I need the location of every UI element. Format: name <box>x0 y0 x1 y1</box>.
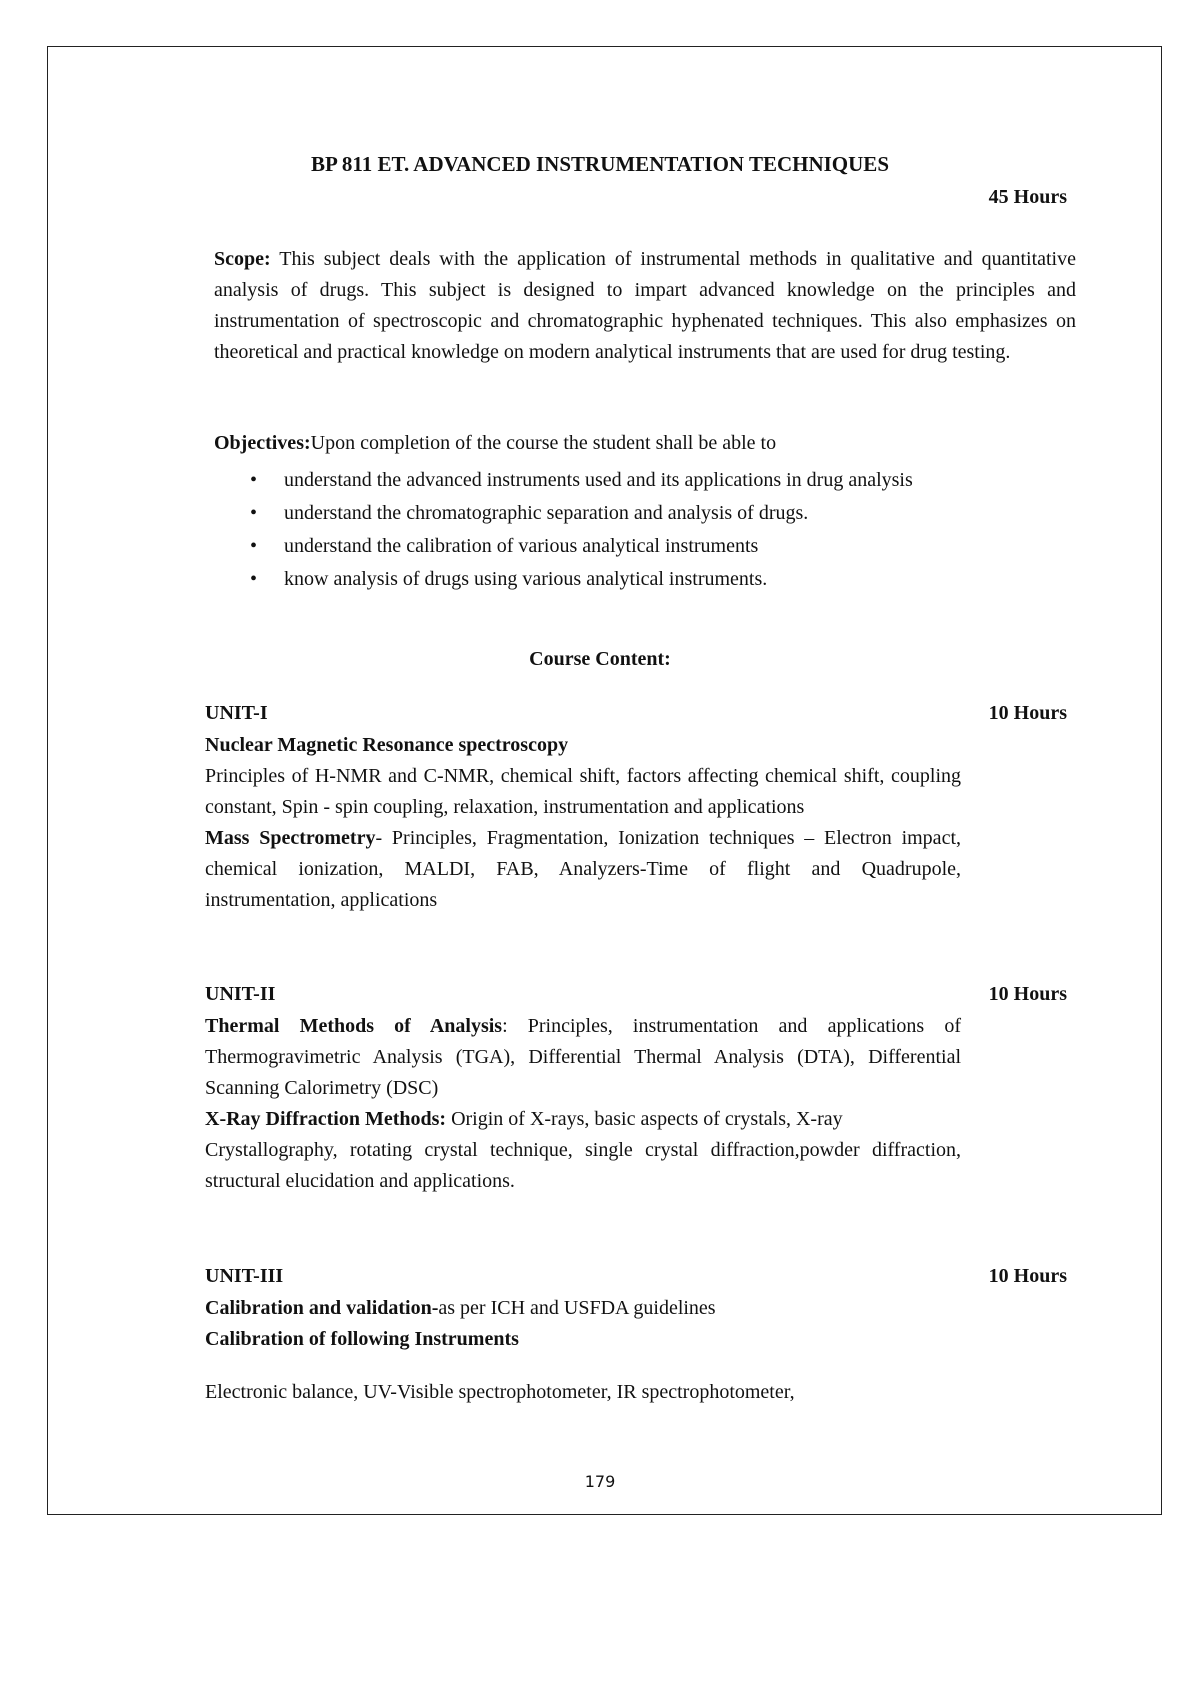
objective-text: understand the calibration of various analytical instruments <box>284 535 759 557</box>
scope-paragraph <box>214 244 1076 368</box>
bullet-icon: • <box>250 502 258 524</box>
objectives-intro <box>214 432 1076 455</box>
nmr-heading: Nuclear Magnetic Resonance spectroscopy <box>205 734 569 756</box>
objective-text: understand the advanced instruments used and its applications in drug analysis <box>284 469 913 491</box>
objectives-list <box>250 464 1110 596</box>
unit-3-header <box>205 1265 1067 1288</box>
xray-text: Origin of X-rays, basic aspects of crystals, X-ray <box>446 1108 843 1130</box>
bullet-icon: • <box>250 535 258 557</box>
objective-text: understand the chromatographic separation and analysis of drugs. <box>284 502 809 524</box>
scope-text: This subject deals with the application of instrumental methods in qualitative and quantitative analysis of drugs. This subject is designed to impart advanced knowledge on the principles and instrumentation of spectroscopic and chromatographic hyphenated techniques. This also emphasizes on theoretical and practical knowledge on modern analytical instruments that are used for drug testing. <box>214 248 1076 363</box>
thermal-text: : Principles, instrumentation and applications of Thermogravimetric Analysis (TGA), Differential Thermal Analysis (DTA), Differential Scanning Calorimetry (DSC) <box>205 1015 961 1099</box>
unit-2-header <box>205 983 1067 1006</box>
scope-label: Scope: <box>214 248 271 270</box>
instruments-list-text: Electronic balance, UV-Visible spectrophotometer, IR spectrophotometer, <box>205 1381 795 1403</box>
mass-spec-heading: Mass Spectrometry <box>205 827 376 849</box>
unit-1-title: UNIT-I <box>205 702 268 724</box>
unit-3-hours: 10 Hours <box>988 1265 1067 1287</box>
document-title: BP 811 ET. ADVANCED INSTRUMENTATION TECHNIQUES <box>310 152 889 176</box>
unit-3-title: UNIT-III <box>205 1265 284 1287</box>
objectives-label: Objectives: <box>214 432 311 454</box>
list-item <box>250 530 1110 563</box>
instruments-heading: Calibration of following Instruments <box>205 1328 519 1350</box>
xray-heading: X-Ray Diffraction Methods: <box>205 1108 447 1130</box>
list-item <box>250 497 1110 530</box>
objective-text: know analysis of drugs using various analytical instruments. <box>284 568 768 590</box>
list-item <box>250 464 1110 497</box>
calibration-heading: Calibration and validation- <box>205 1297 439 1319</box>
total-hours: 45 Hours <box>988 186 1067 208</box>
course-content-heading: Course Content: <box>529 648 671 670</box>
page-number: 179 <box>584 1472 616 1491</box>
nmr-text: Principles of H-NMR and C-NMR, chemical shift, factors affecting chemical shift, coupling constant, Spin - spin coupling, relaxation, instrumentation and applications <box>205 765 961 818</box>
list-item <box>250 563 1110 596</box>
unit-1-hours: 10 Hours <box>988 702 1067 724</box>
unit-2-hours: 10 Hours <box>988 983 1067 1005</box>
thermal-heading: Thermal Methods of Analysis <box>205 1015 503 1037</box>
unit-1-header <box>205 702 1067 725</box>
bullet-icon: • <box>250 568 258 590</box>
unit-2-title: UNIT-II <box>205 983 276 1005</box>
calibration-text: as per ICH and USFDA guidelines <box>438 1297 716 1319</box>
mass-spec-text: - Principles, Fragmentation, Ionization techniques – Electron impact, chemical ionization, MALDI, FAB, Analyzers-Time of flight and Quadrupole, instrumentation, applications <box>205 827 961 911</box>
unit-3-body <box>205 1293 961 1408</box>
unit-2-body <box>205 1011 961 1197</box>
unit-1-body <box>205 730 961 916</box>
bullet-icon: • <box>250 469 258 491</box>
crystallography-text: Crystallography, rotating crystal technique, single crystal diffraction,powder diffraction, structural elucidation and applications. <box>205 1139 961 1192</box>
objectives-intro-text: Upon completion of the course the student shall be able to <box>310 432 777 454</box>
